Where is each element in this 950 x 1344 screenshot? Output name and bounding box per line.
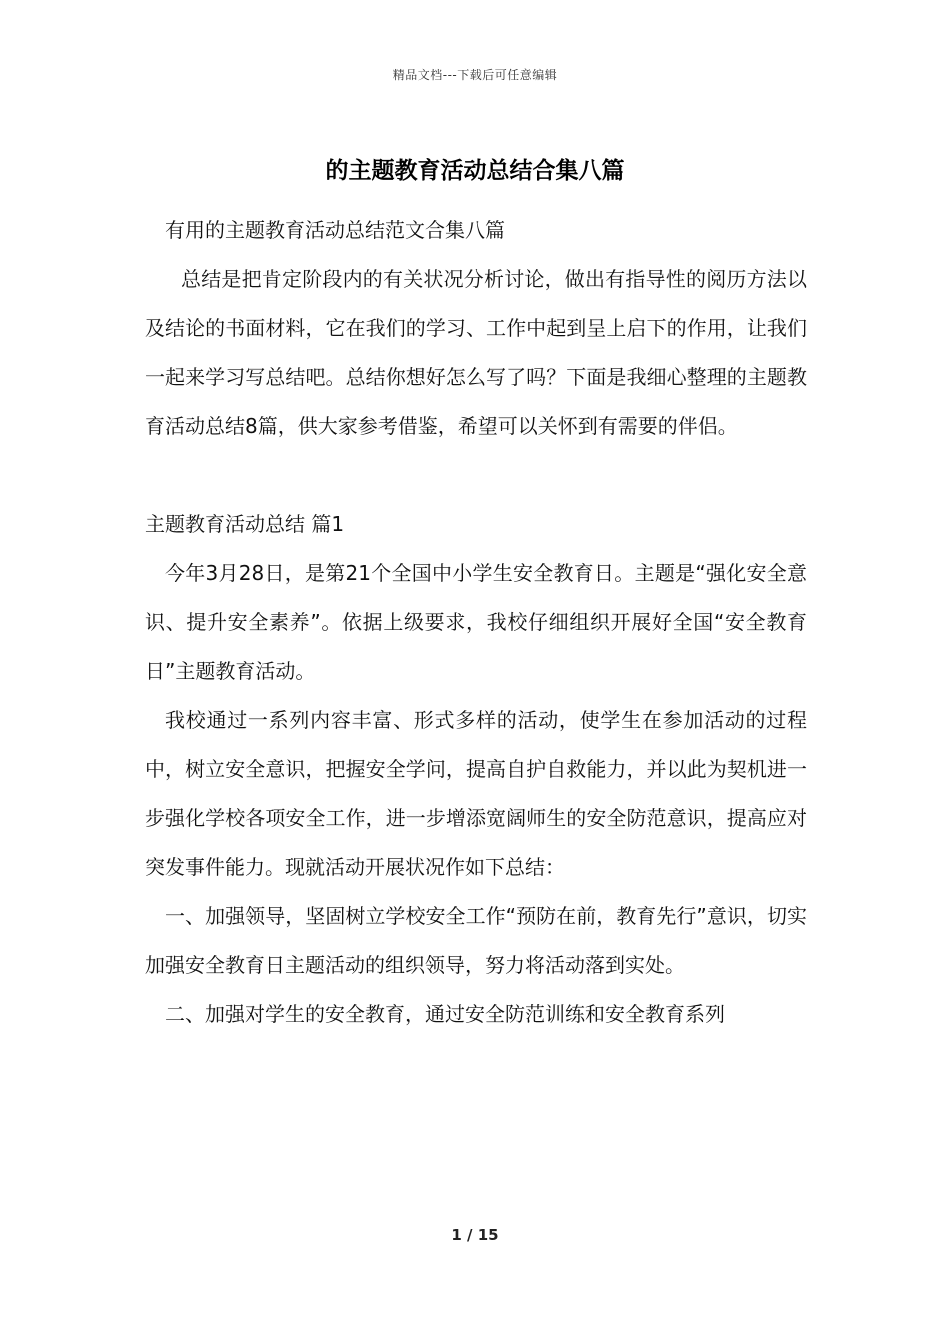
page-separator: /: [461, 1226, 478, 1244]
body-paragraph-2: 我校通过一系列内容丰富、形式多样的活动，使学生在参加活动的过程中，树立安全意识，把握安全学问，提高自护自救能力，并以此为契机进一步强化学校各项安全工作，进一步增添宽阔师生的安全防范意识，提高应对突发事件能力。现就活动开展状况作如下总结：: [145, 708, 807, 879]
page-total: 15: [477, 1226, 499, 1244]
document-body: [145, 206, 807, 1039]
document-subtitle: 有用的主题教育活动总结范文合集八篇: [165, 218, 505, 242]
section-heading: 主题教育活动总结 篇1: [145, 512, 345, 536]
paragraph-spacer: [145, 451, 807, 500]
page-current: 1: [451, 1226, 462, 1244]
page-header: 精品文档---下载后可任意编辑: [392, 68, 558, 82]
body-paragraph-4: 二、加强对学生的安全教育，通过安全防范训练和安全教育系列: [165, 1002, 725, 1026]
page-number: [0, 1226, 950, 1244]
intro-paragraph: 总结是把肯定阶段内的有关状况分析讨论，做出有指导性的阅历方法以及结论的书面材料，它在我们的学习、工作中起到呈上启下的作用，让我们一起来学习写总结吧。总结你想好怎么写了吗？下面是我细心整理的主题教育活动总结8篇，供大家参考借鉴，希望可以关怀到有需要的伴侣。: [145, 267, 807, 438]
body-paragraph-1: 今年3月28日，是第21个全国中小学生安全教育日。主题是“强化安全意识、提升安全素养”。依据上级要求，我校仔细组织开展好全国“安全教育日”主题教育活动。: [145, 561, 807, 683]
body-paragraph-3: 一、加强领导，坚固树立学校安全工作“预防在前，教育先行”意识，切实加强安全教育日主题活动的组织领导，努力将活动落到实处。: [145, 904, 807, 977]
document-title: 的主题教育活动总结合集八篇: [325, 158, 625, 184]
